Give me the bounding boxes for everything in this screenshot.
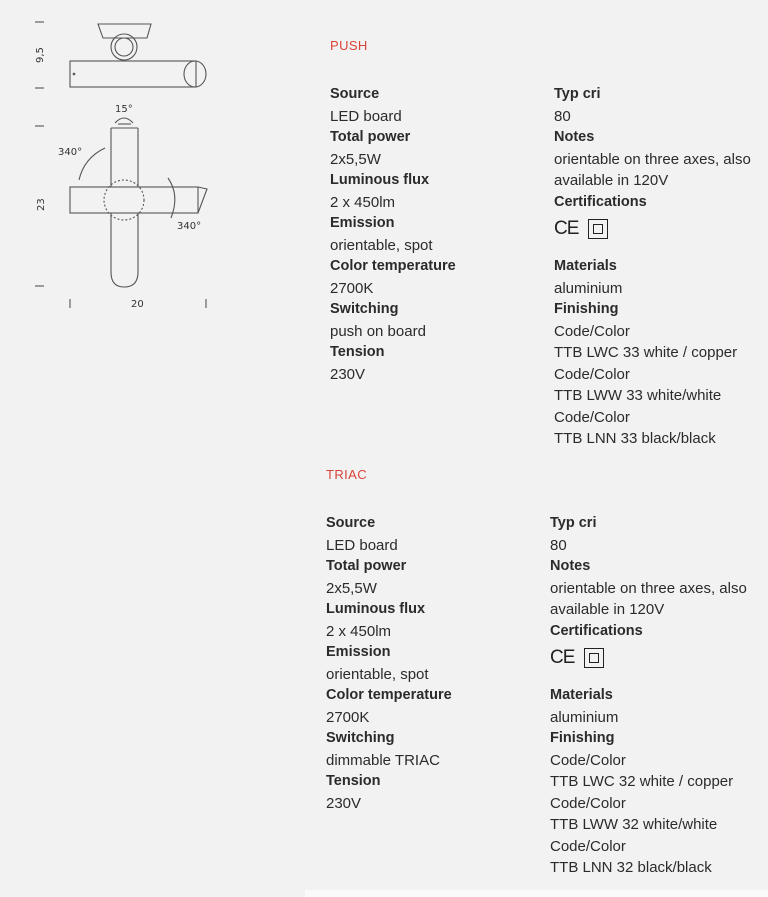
dim-width: 20 (131, 299, 144, 310)
typ-cri-value: 80 (554, 107, 571, 125)
notes-label: Notes (554, 129, 595, 145)
spec-value: 2700K (326, 708, 370, 726)
lamp-dimension-drawing (0, 0, 300, 330)
certifications-label: Certifications (554, 193, 647, 210)
spec-label: Total power (330, 129, 411, 145)
notes-value: available in 120V (550, 601, 665, 618)
technical-drawing (0, 0, 300, 330)
class-ii-icon (588, 219, 608, 239)
spec-label: Color temperature (330, 258, 456, 274)
spec-value: 2x5,5W (326, 579, 377, 597)
finish-value: TTB LWC 33 white / copper (554, 344, 738, 361)
spec-value: push on board (330, 322, 426, 340)
section-title: TRIAC (326, 467, 367, 482)
typ-cri-value: 80 (550, 536, 567, 554)
spec-value: 2700K (330, 279, 374, 297)
finish-value: TTB LNN 33 black/black (554, 430, 716, 447)
notes-value: orientable on three axes, also (550, 579, 747, 597)
spec-value: dimmable TRIAC (326, 751, 440, 769)
spec-value: 2x5,5W (330, 150, 381, 168)
class-ii-icon (584, 648, 604, 668)
spec-column-right (550, 513, 760, 879)
finishing-label: Finishing (554, 301, 619, 317)
ce-mark-icon: CE (554, 218, 579, 239)
finish-value: TTB LNN 32 black/black (550, 859, 712, 876)
spec-label: Switching (326, 730, 395, 746)
finish-code-label: Code/Color (550, 751, 626, 769)
spec-column-left (326, 513, 541, 814)
spec-value: orientable, spot (330, 236, 433, 254)
dim-height-body: 23 (36, 198, 47, 211)
spec-label: Tension (326, 773, 381, 789)
finish-code-label: Code/Color (550, 794, 626, 812)
finish-code-label: Code/Color (554, 365, 630, 383)
notes-value: available in 120V (554, 172, 669, 189)
spec-label: Color temperature (326, 687, 452, 703)
spec-value: 2 x 450lm (330, 193, 396, 211)
finish-value: TTB LWW 32 white/white (550, 816, 718, 833)
spec-label: Tension (330, 344, 385, 360)
materials-value: aluminium (550, 708, 619, 726)
spec-column-right (554, 84, 764, 450)
certification-marks (554, 213, 764, 256)
spec-value: 2 x 450lm (326, 622, 392, 640)
spec-value: LED board (330, 107, 402, 125)
spec-label: Total power (326, 558, 407, 574)
dim-angle-right: 340° (177, 221, 202, 232)
materials-label: Materials (554, 258, 617, 274)
finish-code-label: Code/Color (550, 837, 626, 855)
spec-value: LED board (326, 536, 398, 554)
notes-value: orientable on three axes, also (554, 150, 751, 168)
spec-label: Luminous flux (330, 172, 430, 188)
finish-value: TTB LWW 33 white/white (554, 387, 722, 404)
spec-label: Switching (330, 301, 399, 317)
spec-value: 230V (330, 365, 366, 383)
finish-value: TTB LWC 32 white / copper (550, 773, 734, 790)
section-title: PUSH (330, 38, 368, 53)
spec-label: Luminous flux (326, 601, 426, 617)
finish-code-label: Code/Color (554, 408, 630, 426)
dim-angle-top: 15° (115, 104, 133, 115)
spec-label: Source (326, 515, 376, 531)
notes-label: Notes (550, 558, 591, 574)
finish-code-label: Code/Color (554, 322, 630, 340)
spec-label: Emission (330, 215, 395, 231)
typ-cri-label: Typ cri (550, 515, 597, 531)
certification-marks (550, 642, 760, 685)
certifications-label: Certifications (550, 622, 643, 639)
dim-height-top: 9,5 (35, 47, 46, 63)
spec-value: 230V (326, 794, 362, 812)
finishing-label: Finishing (550, 730, 615, 746)
spec-column-left (330, 84, 545, 385)
ce-mark-icon: CE (550, 647, 575, 668)
spec-value: orientable, spot (326, 665, 429, 683)
typ-cri-label: Typ cri (554, 86, 601, 102)
spec-label: Source (330, 86, 380, 102)
materials-value: aluminium (554, 279, 623, 297)
spec-label: Emission (326, 644, 391, 660)
materials-label: Materials (550, 687, 613, 703)
dim-angle-left: 340° (58, 147, 83, 158)
page-edge (305, 890, 768, 897)
